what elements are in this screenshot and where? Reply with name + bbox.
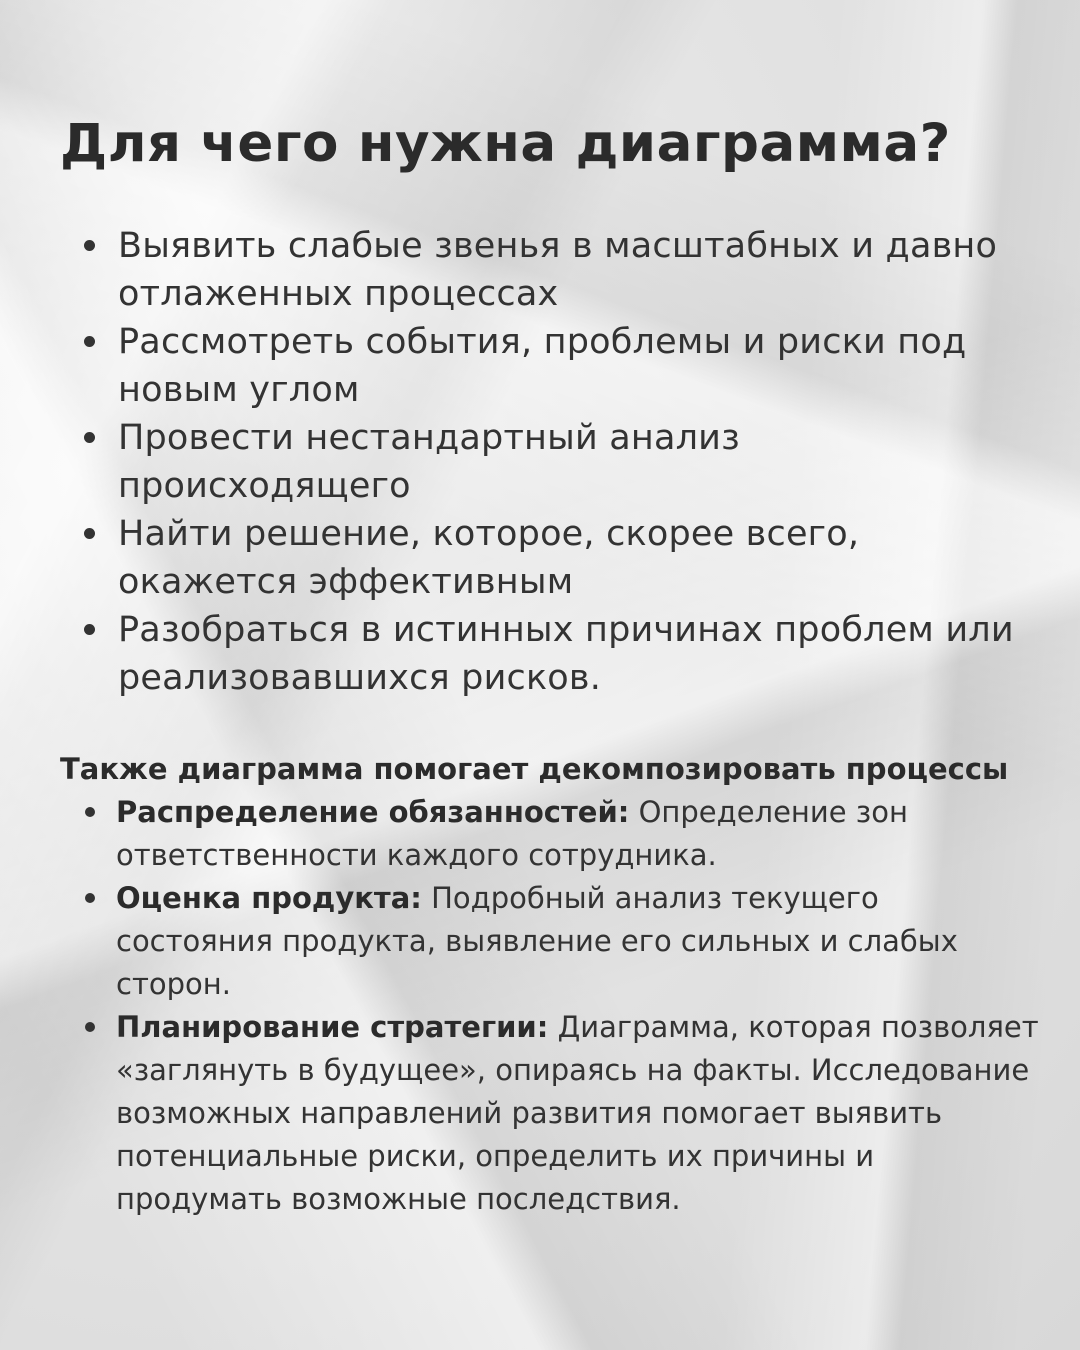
item-term: Распределение обязанностей: <box>116 795 630 829</box>
item-description: Подробный анализ текущего состояния продукта, выявление его сильных и слабых сторон. <box>116 881 958 1001</box>
item-description: Диаграмма, которая позволяет «заглянуть в будущее», опираясь на факты. Исследование возможных направлений развития помогает выявить потенциальные риски, определить их причины и продумать возможные последствия. <box>116 1010 1039 1216</box>
purpose-item: Выявить слабые звенья в масштабных и давно отлаженных процессах <box>60 222 1040 318</box>
item-description: Определение зон ответственности каждого сотрудника. <box>116 795 908 872</box>
purpose-list <box>60 222 1040 702</box>
decomposition-list <box>60 791 1040 1221</box>
purpose-item: Рассмотреть события, проблемы и риски под новым углом <box>60 318 1040 414</box>
decomposition-item <box>60 877 1040 1006</box>
section-heading: Также диаграмма помогает декомпозировать процессы <box>60 752 1009 786</box>
item-term: Планирование стратегии: <box>116 1010 549 1044</box>
page-title: Для чего нужна диаграмма? <box>60 113 951 174</box>
content <box>60 112 1040 1221</box>
item-term: Оценка продукта: <box>116 881 422 915</box>
purpose-item: Разобраться в истинных причинах проблем или реализовавшихся рисков. <box>60 606 1040 702</box>
purpose-item: Провести нестандартный анализ происходящего <box>60 414 1040 510</box>
decomposition-item <box>60 1006 1040 1221</box>
decomposition-item <box>60 791 1040 877</box>
purpose-item: Найти решение, которое, скорее всего, окажется эффективным <box>60 510 1040 606</box>
